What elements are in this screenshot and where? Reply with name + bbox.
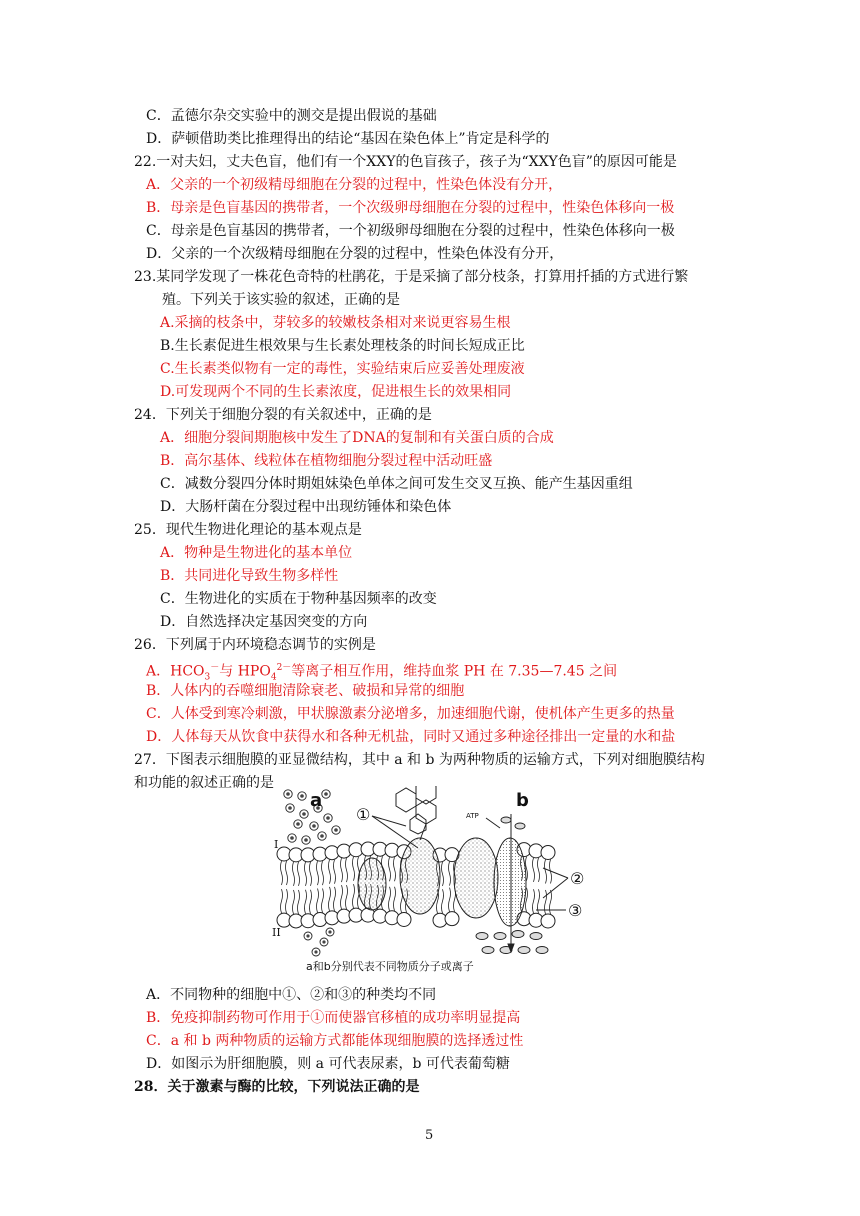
lipid-tail (281, 889, 283, 913)
molecule-b-outside (515, 823, 525, 829)
label-b: b (516, 790, 529, 811)
molecule-a-core (286, 792, 290, 796)
lipid-tail (533, 889, 535, 913)
question-23: 23.某同学发现了一株花色奇特的杜鹃花，于是采摘了部分枝条，打算用扦插的方式进行繁 (134, 269, 689, 285)
q23-option-b: B.生长素促进生根效果与生长素处理枝条的时间长短成正比 (160, 338, 525, 354)
lipid-tail (310, 862, 312, 886)
lipid-tail (322, 861, 324, 885)
membrane-diagram (268, 786, 598, 976)
molecule-b (536, 947, 548, 954)
molecule-b (512, 931, 524, 938)
page-number: 5 (425, 1128, 434, 1143)
molecule-a-inside-core (322, 940, 325, 943)
molecule-a-core (304, 838, 308, 842)
lipid-tail (545, 859, 547, 883)
molecule-b (518, 947, 530, 954)
q23-option-c: C.生长素类似物有一定的毒性，实验结束后应妥善处理废液 (160, 361, 525, 377)
label-side-I: I (274, 838, 279, 851)
lipid-tail (293, 862, 295, 886)
lipid-tail (449, 888, 451, 912)
q23-option-a: A.采摘的枝条中，芽较多的较嫩枝条相对来说更容易生根 (160, 315, 511, 331)
label-2: ② (570, 869, 585, 888)
label-1: ① (356, 805, 371, 824)
lipid-head-top (541, 845, 555, 859)
q25-option-a: A．物种是生物进化的基本单位 (160, 545, 353, 561)
lipid-tail (293, 890, 295, 914)
molecule-a-core (296, 822, 300, 826)
lipid-tail (286, 889, 288, 913)
lipid-tail (286, 861, 288, 885)
q24-option-c: C．减数分裂四分体时期姐妹染色单体之间可发生交叉互换、能产生基因重组 (160, 476, 633, 492)
lipid-tail (533, 858, 535, 882)
line-1: D．萨顿借助类比推理得出的结论“基因在染色体上”肯定是科学的 (146, 131, 550, 147)
question-23-cont: 殖。下列关于该实验的叙述，正确的是 (162, 292, 400, 308)
q24-option-a: A．细胞分裂间期胞核中发生了DNA的复制和有关蛋白质的合成 (160, 430, 554, 446)
q26a-pre: A．HCO (146, 663, 205, 680)
label-a: a (310, 790, 323, 811)
lipid-tail (538, 858, 540, 882)
q26a-sub1: 3 (204, 672, 211, 683)
protein-middle (400, 838, 440, 914)
lipid-tail (317, 861, 319, 885)
molecule-b (530, 933, 542, 940)
question-25: 25．现代生物进化理论的基本观点是 (134, 522, 362, 538)
molecule-a-core (326, 816, 330, 820)
q27-option-a: A．不同物种的细胞中①、②和③的种类均不同 (146, 987, 437, 1003)
line-0: C．孟德尔杂交实验中的测交是提出假说的基础 (146, 108, 437, 124)
q26-option-b: B．人体内的吞噬细胞清除衰老、破损和异常的细胞 (146, 683, 465, 699)
q24-option-d: D．大肠杆菌在分裂过程中出现纺锤体和染色体 (160, 499, 452, 515)
lipid-tail (310, 890, 312, 914)
protein-right-b (494, 838, 526, 926)
lipid-head-bottom (445, 912, 459, 926)
molecule-b (494, 933, 506, 940)
lipid-tail (281, 861, 283, 885)
molecule-a-core (312, 824, 316, 828)
q27-option-c: C．a 和 b 两种物质的运输方式都能体现细胞膜的选择透过性 (146, 1033, 524, 1049)
lipid-tail (305, 862, 307, 886)
lipid-tail (353, 884, 355, 908)
lipid-tail (341, 858, 343, 882)
lipid-tail (298, 890, 300, 914)
molecule-a-core (324, 792, 328, 796)
lipid-tail (317, 889, 319, 913)
q26a-sup2: 2－ (276, 663, 292, 673)
q26a-sub2: 4 (270, 672, 277, 683)
lipid-tail (389, 857, 391, 881)
lipid-head-bottom (397, 912, 411, 926)
molecule-a-core (300, 794, 304, 798)
q26a-post: 等离子相互作用，维持血浆 PH 在 7.35—7.45 之间 (291, 663, 618, 680)
lipid-tail (329, 860, 331, 884)
molecule-a-core (288, 806, 292, 810)
lipid-tail (305, 890, 307, 914)
q22-option-c: C．母亲是色盲基因的携带者，一个初级卵母细胞在分裂的过程中，性染色体移向一极 (146, 223, 675, 239)
molecule-a-inside-core (328, 930, 331, 933)
lipid-tail (442, 862, 444, 886)
q27-option-b: B．免疫抑制药物可作用于①而使器官移植的成功率明显提高 (146, 1010, 521, 1026)
q27-option-d: D．如图示为肝细胞膜，则 a 可代表尿素，b 可代表葡萄糖 (146, 1056, 510, 1072)
lipid-tail (346, 858, 348, 882)
q26a-sup1: － (210, 663, 220, 673)
cell-membrane-figure (268, 786, 598, 976)
q26-option-d: D．人体每天从饮食中获得水和各种无机盐，同时又通过多种途径排出一定量的水和盐 (146, 729, 676, 745)
question-27: 27．下图表示细胞膜的亚显微结构，其中 a 和 b 为两种物质的运输方式，下列对细胞膜结构 (134, 752, 705, 768)
q25-option-d: D．自然选择决定基因突变的方向 (160, 614, 368, 630)
molecule-a-core (290, 836, 294, 840)
molecule-b-outside (501, 817, 511, 823)
lipid-tail (389, 887, 391, 911)
glycoprotein-chain (396, 786, 436, 840)
q23-option-d: D.可发现两个不同的生长素浓度，促进根生长的效果相同 (160, 384, 512, 400)
molecule-a-inside-core (306, 934, 309, 937)
lipid-tail (394, 887, 396, 911)
lipid-tail (442, 889, 444, 913)
question-26: 26．下列属于内环境稳态调节的实例是 (134, 637, 376, 653)
molecule-b (476, 933, 488, 940)
question-24: 24．下列关于细胞分裂的有关叙述中，正确的是 (134, 407, 432, 423)
lipid-tail (329, 887, 331, 911)
q22-option-a: A．父亲的一个初级精母细胞在分裂的过程中，性染色体没有分开， (146, 177, 563, 193)
lipid-tail (334, 860, 336, 884)
label-side-II: II (272, 926, 281, 939)
q24-option-b: B．高尔基体、线粒体在植物细胞分裂过程中活动旺盛 (160, 453, 493, 469)
lipid-head-bottom (541, 914, 555, 928)
q26a-mid: 与 HPO (219, 663, 271, 680)
label-3: ③ (568, 901, 583, 920)
q26-option-c: C．人体受到寒冷刺激，甲状腺激素分泌增多，加速细胞代谢，使机体产生更多的热量 (146, 706, 675, 722)
q25-option-c: C．生物进化的实质在于物种基因频率的改变 (160, 591, 437, 607)
lipid-tail (394, 857, 396, 881)
lipid-tail (346, 885, 348, 909)
lipid-tail (334, 887, 336, 911)
molecule-a-core (302, 812, 306, 816)
lipid-tail (298, 862, 300, 886)
protein-left-small (358, 858, 386, 910)
label-atp: ATP (466, 812, 479, 820)
lipid-tail (353, 857, 355, 881)
question-28: 28．关于激素与酶的比较，下列说法正确的是 (134, 1079, 420, 1095)
protein-right-a (454, 838, 498, 918)
molecule-a-core (320, 834, 324, 838)
question-27-cont: 和功能的叙述正确的是 (134, 775, 274, 791)
lipid-tail (341, 885, 343, 909)
q22-option-d: D．父亲的一个次级精母细胞在分裂的过程中，性染色体没有分开， (146, 246, 564, 262)
lipid-tail (322, 889, 324, 913)
molecule-a-inside-core (314, 950, 317, 953)
q22-option-b: B．母亲是色盲基因的携带者，一个次级卵母细胞在分裂的过程中，性染色体移向一极 (146, 200, 675, 216)
figure-caption: a和b分别代表不同物质分子或离子 (306, 960, 474, 973)
question-22: 22.一对夫妇，丈夫色盲，他们有一个XXY的色盲孩子，孩子为“XXY色盲”的原因可能是 (134, 154, 677, 170)
molecule-a-core (334, 828, 338, 832)
q25-option-b: B．共同进化导致生物多样性 (160, 568, 339, 584)
lipid-tail (449, 862, 451, 886)
molecule-b (482, 947, 494, 954)
